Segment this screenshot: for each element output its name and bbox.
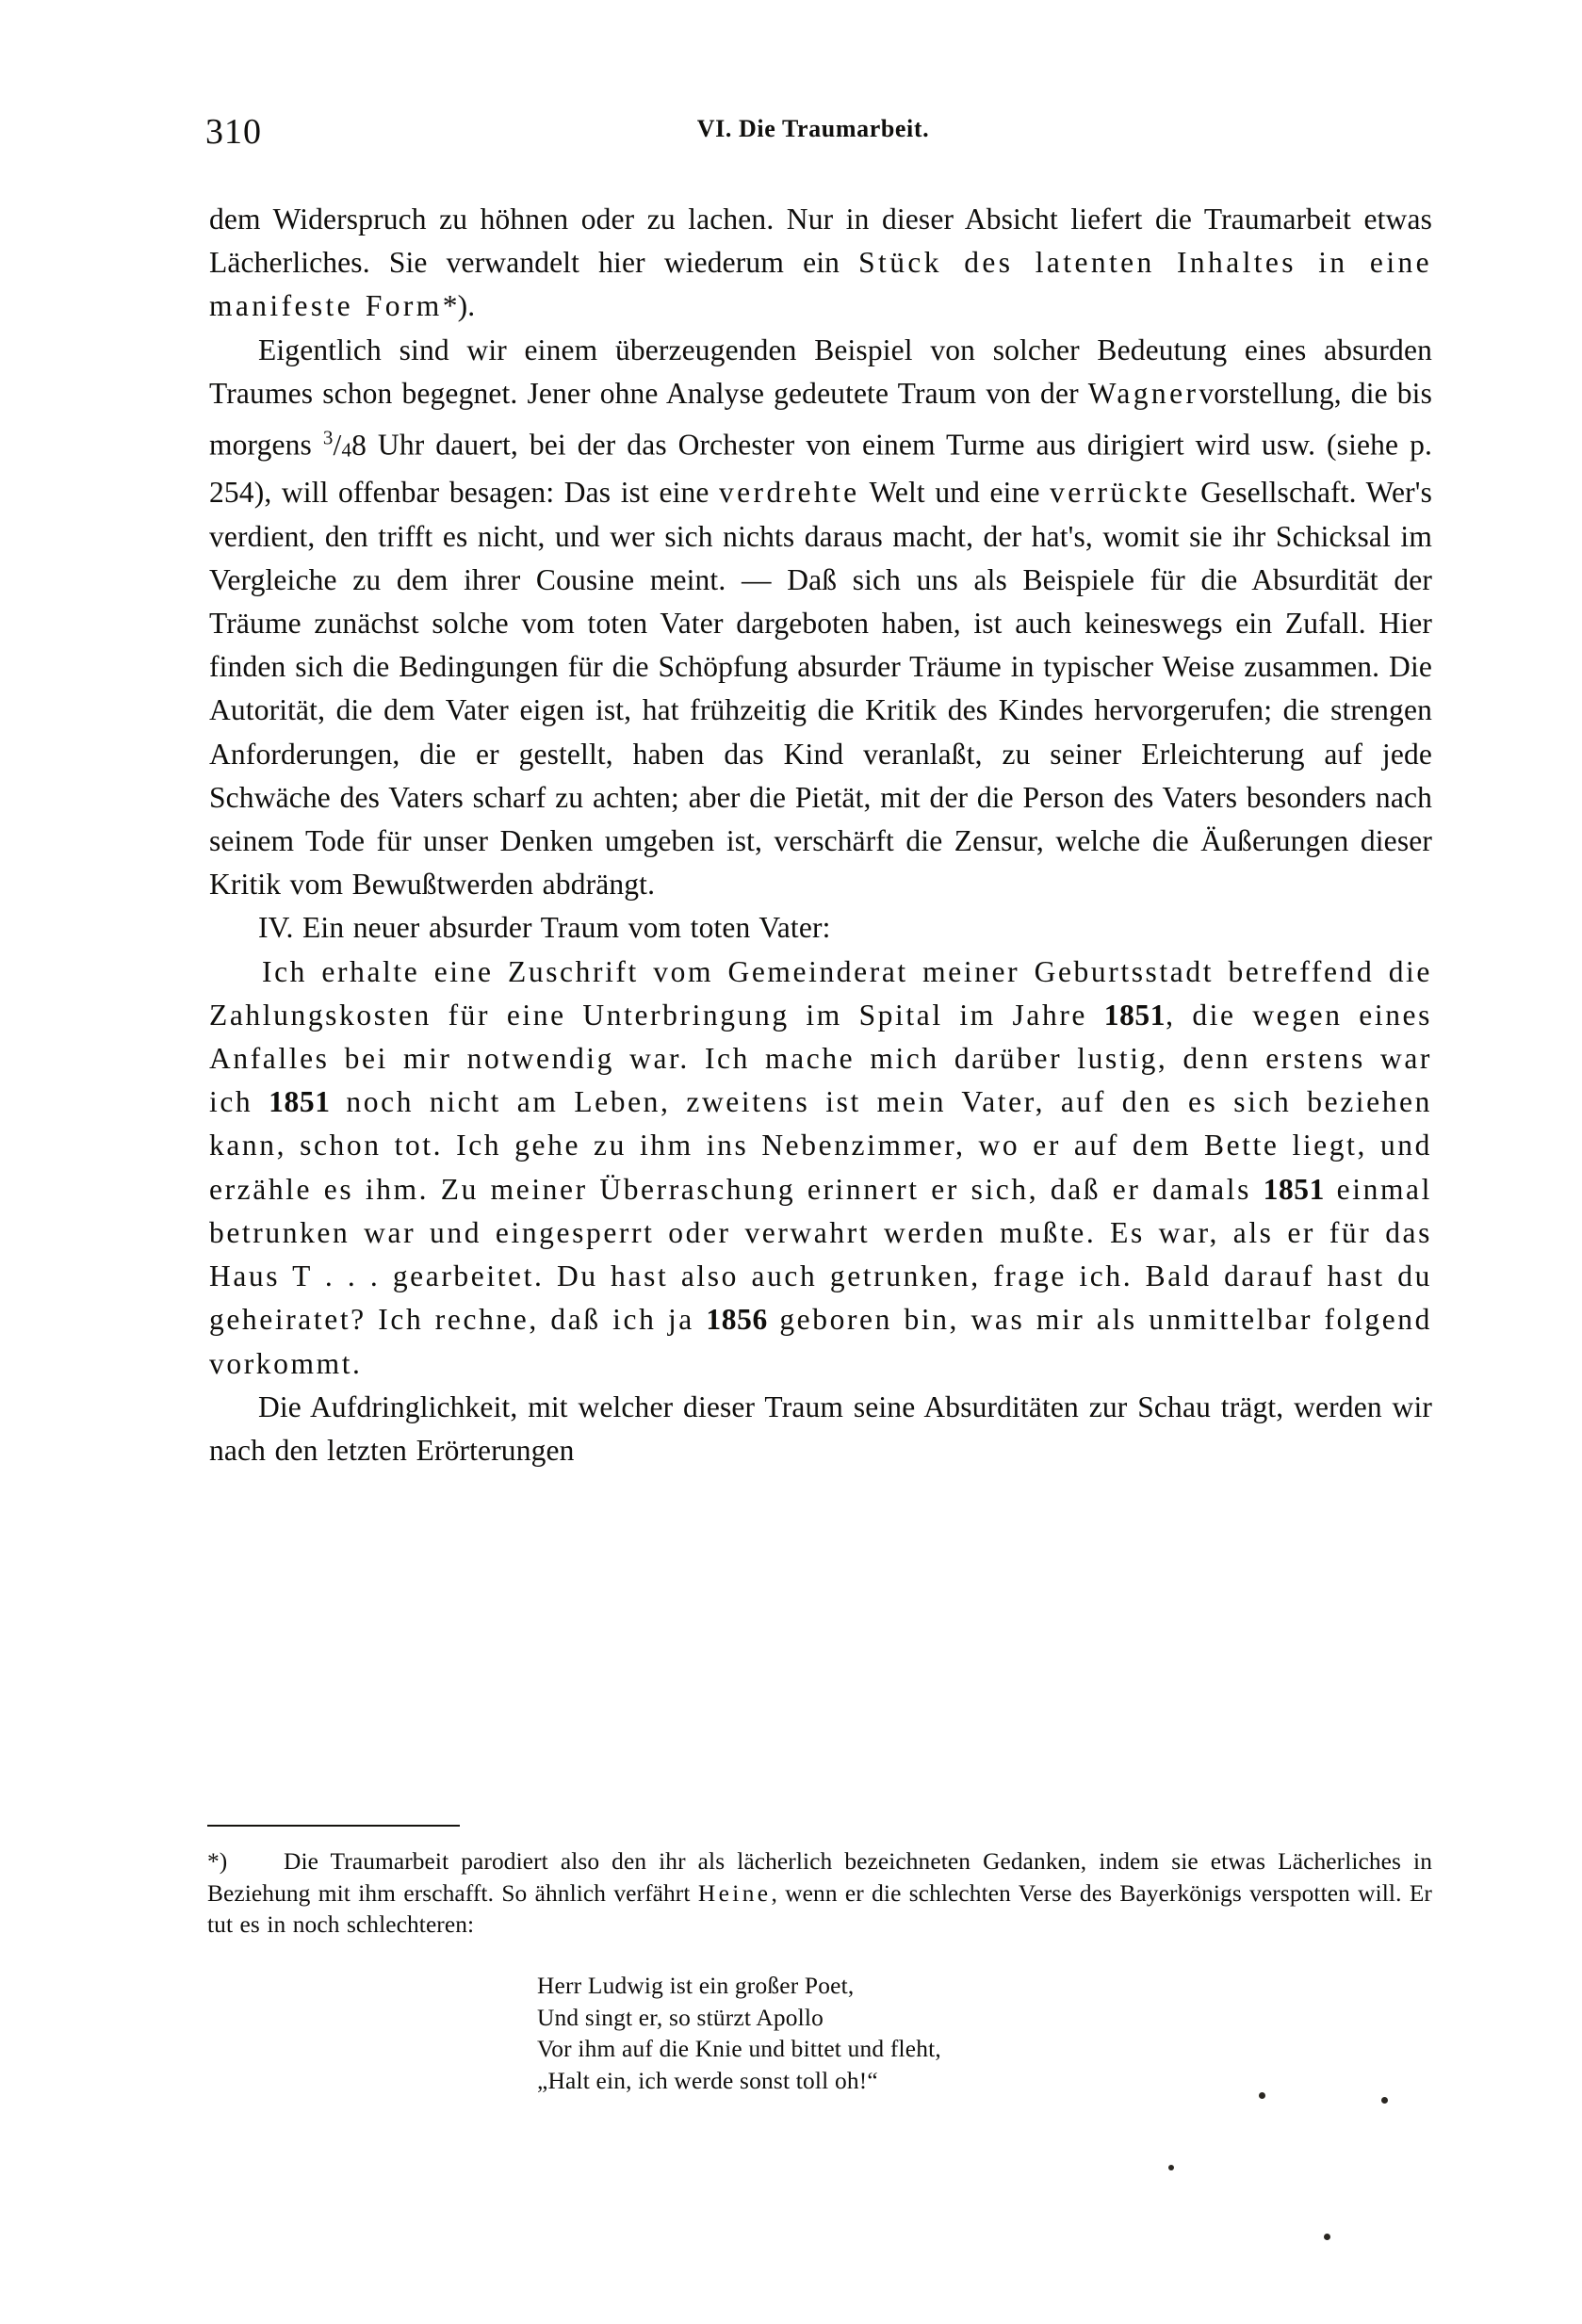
- footnote-verse: [537, 1971, 1272, 2097]
- verse-line: Herr Ludwig ist ein großer Poet,: [537, 1973, 855, 1999]
- print-speck: [1259, 2092, 1265, 2099]
- paragraph-1: dem Widerspruch zu höhnen oder zu lachen. Nur in dieser Absicht liefert die Traumarbeit etwas Lächerliches. Sie verwandelt hier wiederum ein Stück des latenten Inhaltes in eine manifeste Form*).: [209, 203, 1432, 323]
- footnote-rule: [207, 1825, 460, 1827]
- paragraph-2: Eigentlich sind wir einem überzeugenden Beispiel von solcher Bedeutung eines absurden Traumes schon begegnet. Jener ohne Analyse gedeutete Traum von der Wagnervorstellung, die bis morgens $^3/_48$ Uhr dauert, bei der das Orchester von einem Turme aus dirigiert wird usw. (siehe p. 254), will offenbar besagen: Das ist eine verdrehte Welt und eine verrückte Gesellschaft. Wer's verdient, den trifft es nicht, und wer sich nichts daraus macht, der hat's, womit sie ihr Schicksal im Vergleiche zu dem ihrer Cousine meint. — Daß sich uns als Beispiele für die Absurdität der Träume zunächst solche vom toten Vater dargeboten haben, ist auch keineswegs ein Zufall. Hier finden sich die Bedingungen für die Schöpfung absurder Träume in typischer Weise zusammen. Die Autorität, die dem Vater eigen ist, hat frühzeitig die Kritik des Kindes hervorgerufen; die strengen Anforderungen, die er gestellt, haben das Kind veranlaßt, zu seiner Erleichterung auf jede Schwäche des Vaters scharf zu achten; aber die Pietät, mit der die Person des Vaters besonders nach seinem Tode für unser Denken umgeben ist, verschärft die Zensur, welche die Äußerungen dieser Kritik vom Bewußtwerden abdrängt.: [209, 333, 1432, 902]
- page-body: [209, 198, 1432, 1472]
- verse-line: „Halt ein, ich werde sonst toll oh!“: [537, 2067, 878, 2094]
- print-speck: [1381, 2097, 1388, 2104]
- footnote-text: *) Die Traumarbeit parodiert also den ihr als lächerlich bezeichneten Gedanken, indem sie etwas Lächerliches in Beziehung mit ihm erschafft. So ähnlich verfährt Heine, wenn er die schlechten Verse des Bayerkönigs verspotten will. Er tut es in noch schlechteren:: [207, 1848, 1432, 1939]
- paragraph-3-dream-heading: IV. Ein neuer absurder Traum vom toten Vater:: [258, 911, 831, 945]
- dream-report-quote: Ich erhalte eine Zuschrift vom Gemeinderat meiner Geburtsstadt betreffend die Zahlungskosten für eine Unterbringung im Spital im Jahre 1851, die wegen eines Anfalles bei mir notwendig war. Ich mache mich darüber lustig, denn erstens war ich 1851 noch nicht am Leben, zweitens ist mein Vater, auf den es sich beziehen kann, schon tot. Ich gehe zu ihm ins Nebenzimmer, wo er auf dem Bette liegt, und erzähle es ihm. Zu meiner Überraschung erinnert er sich, daß er damals 1851 einmal betrunken war und eingesperrt oder verwahrt werden mußte. Es war, als er für das Haus T . . . gearbeitet. Du hast also auch getrunken, frage ich. Bald darauf hast du geheiratet? Ich rechne, daß ich ja 1856 geboren bin, was mir als unmittelbar folgend vorkommt.: [209, 954, 1432, 1380]
- running-title: VI. Die Traumarbeit.: [696, 115, 930, 142]
- verse-line: Vor ihm auf die Knie und bittet und fleht,: [537, 2036, 941, 2063]
- verse-line: Und singt er, so stürzt Apollo: [537, 2004, 824, 2031]
- paragraph-4: Die Aufdringlichkeit, mit welcher dieser Traum seine Absurditäten zur Schau trägt, werden wir nach den letzten Erörterungen: [209, 1390, 1432, 1467]
- page-header: [205, 111, 1421, 152]
- page-number: 310: [205, 112, 262, 152]
- print-speck: [1168, 2165, 1174, 2170]
- print-speck: [1324, 2234, 1330, 2240]
